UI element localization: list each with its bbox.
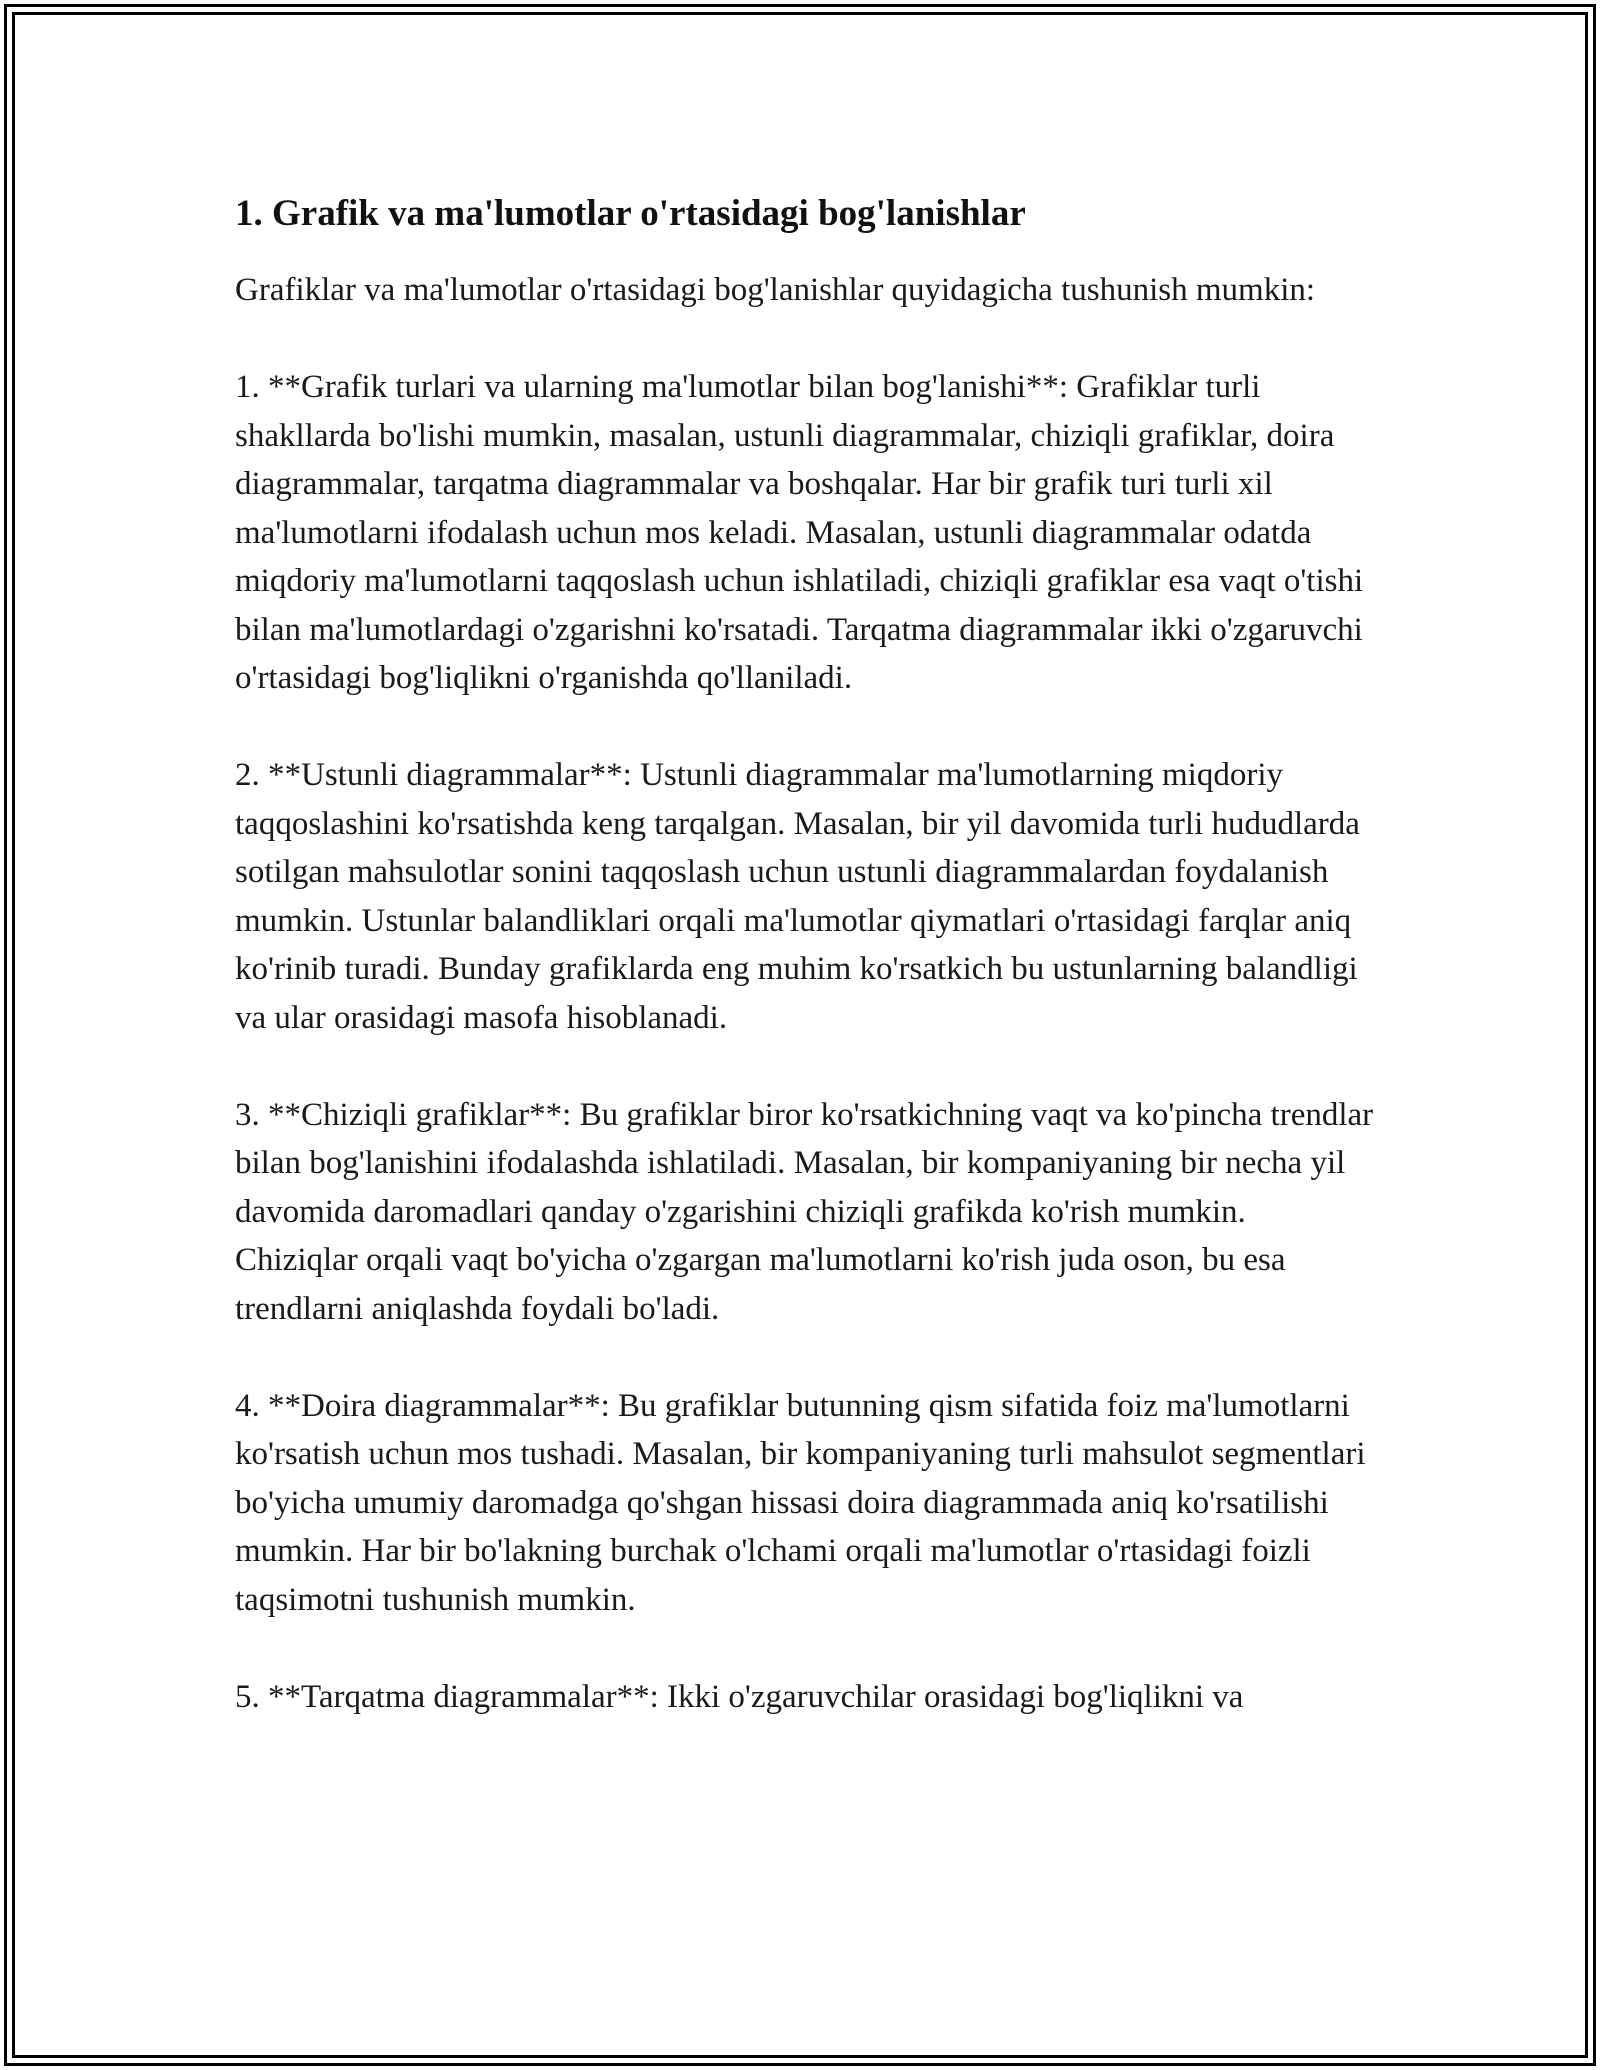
intro-paragraph: Grafiklar va ma'lumotlar o'rtasidagi bog'lanishlar quyidagicha tushunish mumkin:	[235, 272, 1316, 309]
document-body	[235, 180, 1375, 1770]
paragraph-line-charts: 3. **Chiziqli grafiklar**: Bu grafiklar biror ko'rsatkichning vaqt va ko'pincha trendlar bilan bog'lanishini ifodalashda ishlatiladi. Masalan, bir kompaniyaning bir necha yil davomida daromadlari qanday o'zgarishini chiziqli grafikda ko'rish mumkin. Chiziqlar orqali vaqt bo'yicha o'zgargan ma'lumotlarni ko'rish juda oson, bu esa trendlarni aniqlashda foydali bo'ladi.	[235, 1096, 1374, 1327]
paragraph-graph-types: 1. **Grafik turlari va ularning ma'lumotlar bilan bog'lanishi**: Grafiklar turli shakllarda bo'lishi mumkin, masalan, ustunli diagrammalar, chiziqli grafiklar, doira diagrammalar, tarqatma diagrammalar va boshqalar. Har bir grafik turi turli xil ma'lumotlarni ifodalash uchun mos keladi. Masalan, ustunli diagrammalar odatda miqdoriy ma'lumotlarni taqqoslash uchun ishlatiladi, chiziqli grafiklar esa vaqt o'tishi bilan ma'lumotlardagi o'zgarishni ko'rsatadi. Tarqatma diagrammalar ikki o'zgaruvchi o'rtasidagi bog'liqlikni o'rganishda qo'llaniladi.	[235, 369, 1364, 697]
section-heading: 1. Grafik va ma'lumotlar o'rtasidagi bog'lanishlar	[235, 193, 1026, 234]
paragraph-pie-charts: 4. **Doira diagrammalar**: Bu grafiklar butunning qism sifatida foiz ma'lumotlarni ko'rsatish uchun mos tushadi. Masalan, bir kompaniyaning turli mahsulot segmentlari bo'yicha umumiy daromadga qo'shgan hissasi doira diagrammada aniq ko'rsatilishi mumkin. Har bir bo'lakning burchak o'lchami orqali ma'lumotlar o'rtasidagi foizli taqsimotni tushunish mumkin.	[235, 1387, 1366, 1618]
paragraph-scatter-charts: 5. **Tarqatma diagrammalar**: Ikki o'zgaruvchilar orasidagi bog'liqlikni va	[235, 1678, 1244, 1715]
paragraph-bar-charts: 2. **Ustunli diagrammalar**: Ustunli diagrammalar ma'lumotlarning miqdoriy taqqoslashini ko'rsatishda keng tarqalgan. Masalan, bir yil davomida turli hududlarda sotilgan mahsulotlar sonini taqqoslash uchun ustunli diagrammalardan foydalanish mumkin. Ustunlar balandliklari orqali ma'lumotlar qiymatlari o'rtasidagi farqlar aniq ko'rinib turadi. Bunday grafiklarda eng muhim ko'rsatkich bu ustunlarning balandligi va ular orasidagi masofa hisoblanadi.	[235, 757, 1360, 1036]
